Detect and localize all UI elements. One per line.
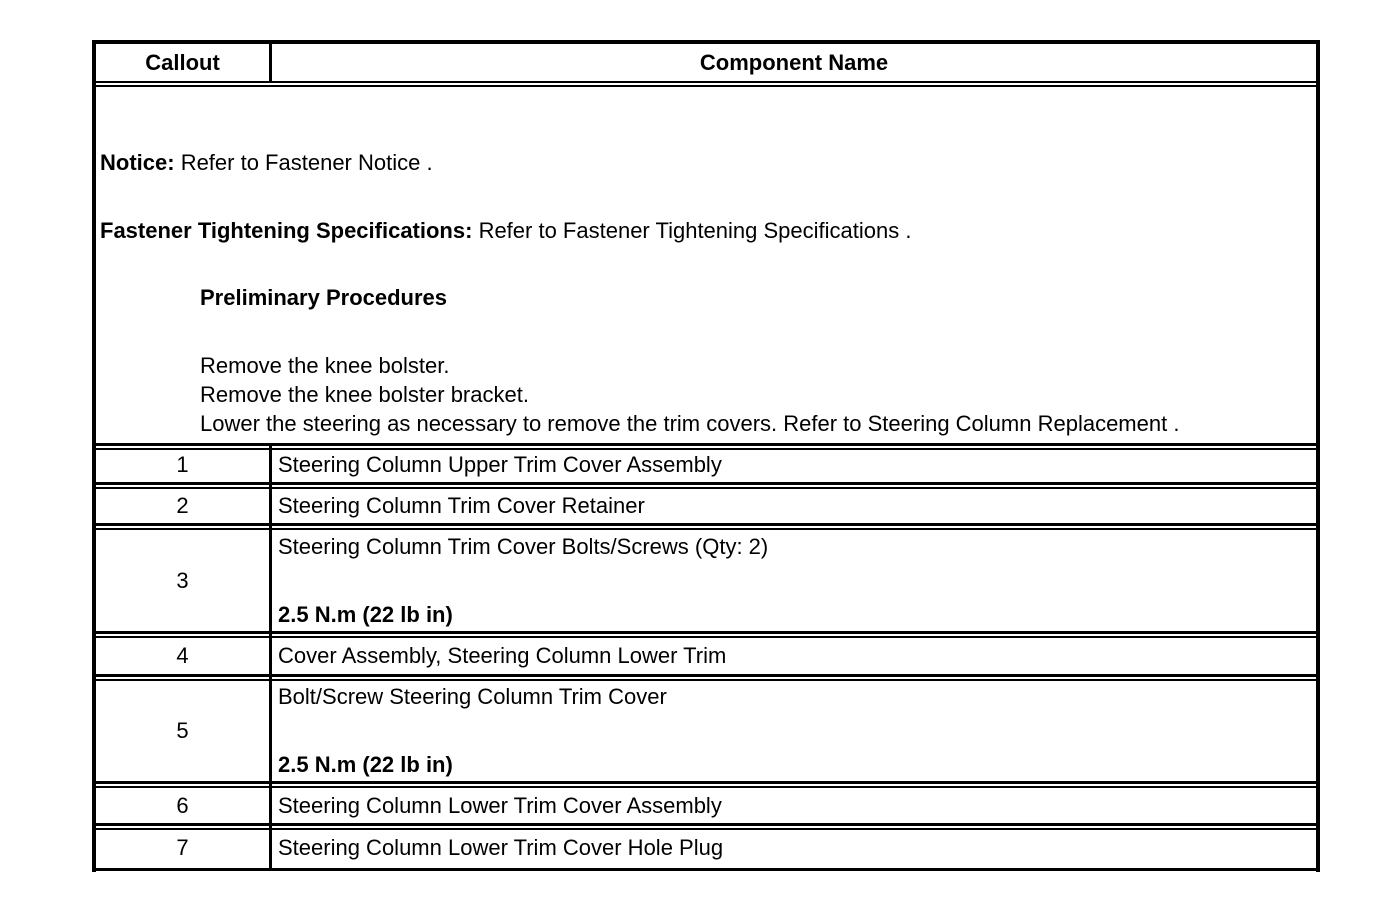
row-divider [92, 523, 1320, 526]
row-component-name: Steering Column Lower Trim Cover Assembly [278, 793, 722, 818]
row-callout: 3 [176, 568, 189, 593]
header-divider-2 [92, 85, 1320, 87]
row-callout: 5 [176, 718, 189, 743]
row-callout: 2 [176, 493, 189, 518]
header-callout: Callout [145, 50, 220, 75]
prelim-step: Remove the knee bolster. [200, 353, 450, 378]
prelim-step: Remove the knee bolster bracket. [200, 382, 529, 407]
row-component-name: Steering Column Trim Cover Bolts/Screws (Qty: 2) [278, 534, 769, 559]
row-component-name: Cover Assembly, Steering Column Lower Trim [278, 643, 727, 668]
table-border-top [92, 40, 1320, 44]
row-component-name: Steering Column Lower Trim Cover Hole Plug [278, 835, 724, 860]
notice-label: Notice: [100, 150, 175, 175]
row-component-name: Steering Column Upper Trim Cover Assembly [278, 452, 722, 477]
row-callout: 7 [176, 835, 189, 860]
row-callout: 4 [176, 643, 189, 668]
row-torque-spec: 2.5 N.m (22 lb in) [278, 602, 453, 627]
row-divider [92, 823, 1320, 826]
row-component-name: Steering Column Trim Cover Retainer [278, 493, 645, 518]
component-table [92, 40, 1320, 872]
intro-divider [92, 443, 1320, 446]
row-component-name: Bolt/Screw Steering Column Trim Cover [278, 684, 667, 709]
prelim-step: Lower the steering as necessary to remove the trim covers. Refer to Steering Column Replacement . [200, 411, 1180, 436]
row-callout: 1 [176, 452, 189, 477]
spec-label: Fastener Tightening Specifications: [100, 218, 473, 243]
notice-line [100, 150, 433, 176]
intro-divider-2 [92, 448, 1320, 450]
notice-text: Refer to Fastener Notice . [180, 150, 433, 175]
row-divider [92, 781, 1320, 784]
row-divider [92, 786, 1320, 788]
row-divider [92, 636, 1320, 638]
row-divider [92, 674, 1320, 677]
row-divider [92, 482, 1320, 485]
column-divider-rows [269, 443, 272, 871]
table-border-right [1316, 40, 1320, 872]
row-divider [92, 487, 1320, 489]
row-divider [92, 631, 1320, 634]
prelim-title: Preliminary Procedures [200, 285, 448, 310]
header-divider [92, 81, 1320, 83]
header-component-name: Component Name [699, 50, 889, 75]
spec-line [100, 218, 911, 244]
row-divider [92, 528, 1320, 530]
row-callout: 6 [176, 793, 189, 818]
row-divider [92, 828, 1320, 830]
spec-text: Refer to Fastener Tightening Specifications . [478, 218, 912, 243]
row-torque-spec: 2.5 N.m (22 lb in) [278, 752, 453, 777]
table-border-bottom [92, 868, 1320, 871]
row-divider [92, 679, 1320, 681]
